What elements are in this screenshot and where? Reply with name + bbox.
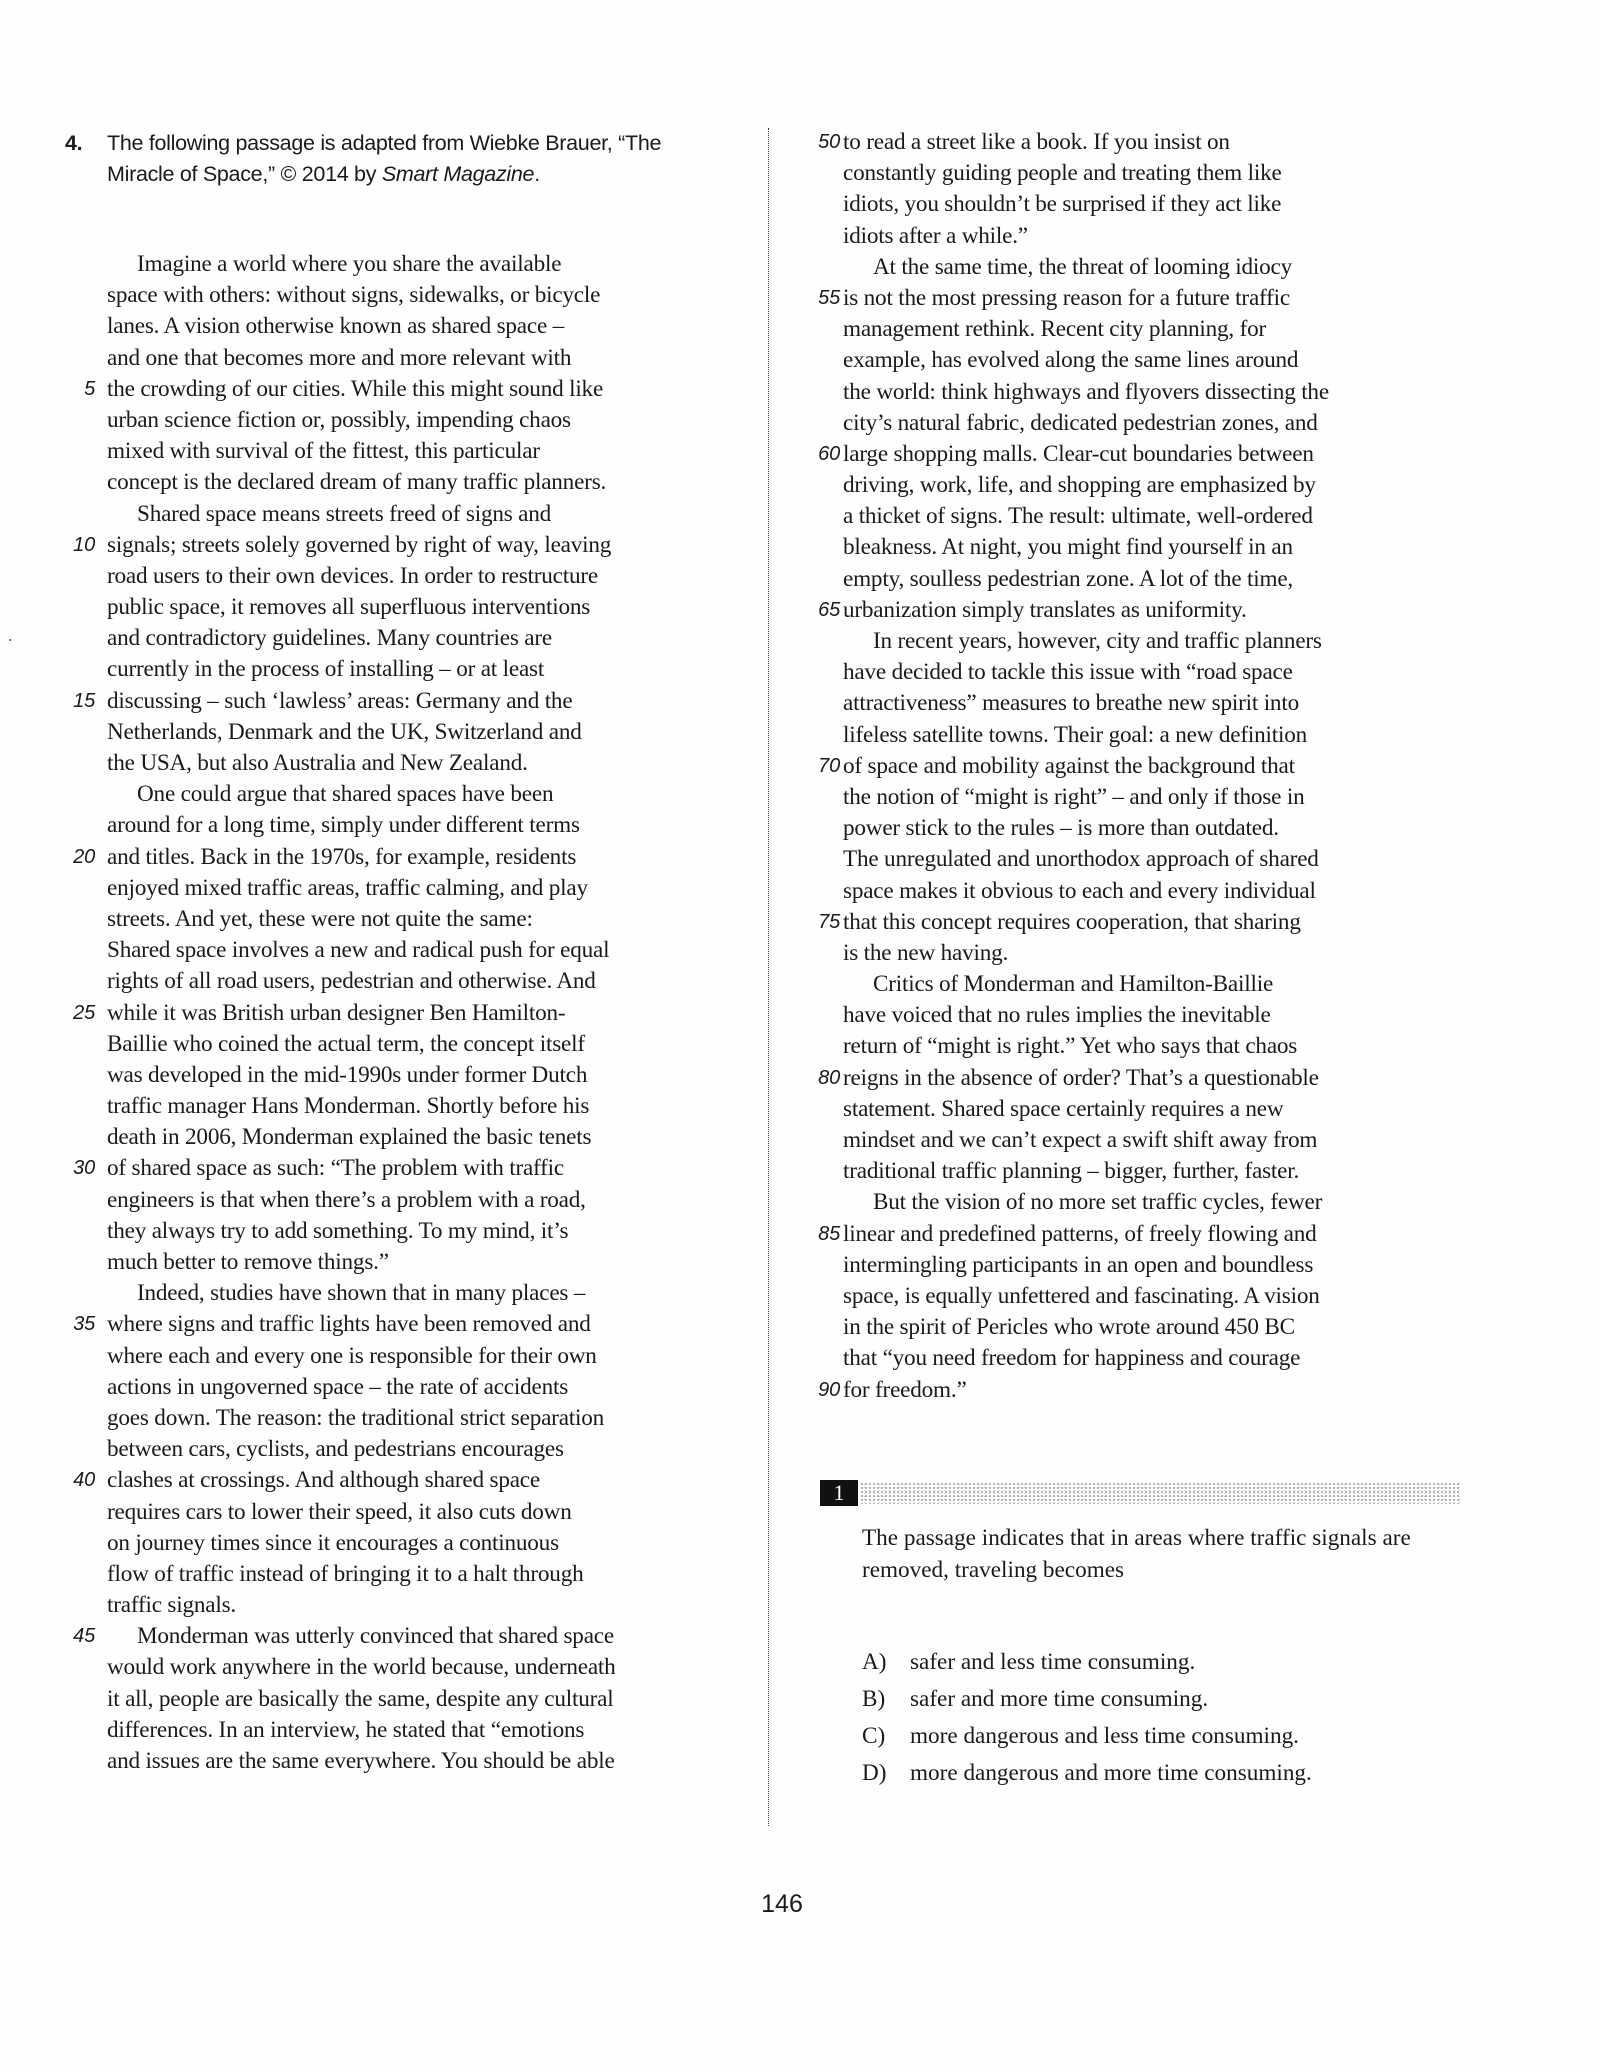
- passage-line: [810, 1312, 1500, 1343]
- line-number: 80: [818, 1066, 840, 1089]
- line-text: goes down. The reason: the traditional strict separation: [107, 1404, 605, 1431]
- passage-line: [810, 1063, 1500, 1094]
- passage-line: [65, 343, 755, 374]
- passage-line: [65, 1278, 755, 1309]
- passage-line: [65, 748, 755, 779]
- line-number: 25: [73, 1001, 95, 1024]
- passage-line: [810, 969, 1500, 1000]
- line-number: 75: [818, 910, 840, 933]
- passage-line: [65, 1497, 755, 1528]
- scan-artifact: [9, 639, 11, 641]
- passage-line: [65, 1216, 755, 1247]
- line-text: reigns in the absence of order? That’s a questionable: [843, 1064, 1319, 1091]
- line-text: for freedom.”: [843, 1376, 967, 1403]
- choice-text: more dangerous and less time consuming.: [910, 1723, 1299, 1749]
- passage-line: [810, 1343, 1500, 1374]
- line-number: 60: [818, 442, 840, 465]
- column-divider: [768, 128, 769, 1826]
- passage-line: [810, 127, 1500, 158]
- passage-line: [810, 345, 1500, 376]
- line-text: In recent years, however, city and traffic planners: [873, 628, 1322, 654]
- passage-line: [65, 1746, 755, 1777]
- line-text: the notion of “might is right” – and only if those in: [843, 783, 1305, 810]
- line-text: of space and mobility against the background that: [843, 752, 1295, 779]
- passage-line: [65, 623, 755, 654]
- line-number: 55: [818, 286, 840, 309]
- passage-line: [810, 408, 1500, 439]
- line-text: attractiveness” measures to breathe new spirit into: [843, 690, 1299, 717]
- line-number: 45: [73, 1625, 95, 1648]
- line-text: driving, work, life, and shopping are emphasized by: [843, 472, 1316, 499]
- passage-line: [65, 280, 755, 311]
- line-text: constantly guiding people and treating them like: [843, 160, 1282, 187]
- line-text: statement. Shared space certainly requires a new: [843, 1095, 1284, 1122]
- passage-source: [107, 128, 725, 189]
- line-text: clashes at crossings. And although shared space: [107, 1467, 540, 1494]
- passage-line: [65, 592, 755, 623]
- passage-line: [810, 876, 1500, 907]
- passage-line: [65, 1122, 755, 1153]
- choice-letter: D): [862, 1760, 887, 1786]
- line-text: One could argue that shared spaces have been: [137, 781, 554, 808]
- line-text: it all, people are basically the same, despite any cultural: [107, 1685, 614, 1712]
- passage-line: [65, 966, 755, 997]
- passage-line: [65, 1247, 755, 1278]
- line-text: urban science fiction or, possibly, impending chaos: [107, 406, 571, 433]
- passage-line: [65, 1403, 755, 1434]
- passage-number: 4.: [65, 131, 83, 155]
- passage-line: [810, 720, 1500, 751]
- line-text: streets. And yet, these were not quite the same:: [107, 905, 533, 932]
- passage-line: [810, 501, 1500, 532]
- line-text: requires cars to lower their speed, it also cuts down: [107, 1498, 572, 1525]
- passage-line: [65, 311, 755, 342]
- answer-choice-b[interactable]: [862, 1681, 1462, 1718]
- line-number: 20: [73, 845, 95, 868]
- answer-choice-a[interactable]: [862, 1644, 1462, 1681]
- line-text: urbanization simply translates as uniformity.: [843, 596, 1247, 623]
- line-text: while it was British urban designer Ben Hamilton-: [107, 999, 566, 1026]
- passage-line: [65, 530, 755, 561]
- line-text: discussing – such ‘lawless’ areas: Germany and the: [107, 687, 573, 714]
- passage-line: [65, 904, 755, 935]
- line-text: the world: think highways and flyovers dissecting the: [843, 378, 1329, 405]
- line-text: city’s natural fabric, dedicated pedestrian zones, and: [843, 409, 1318, 436]
- passage-line: [810, 158, 1500, 189]
- line-text: Imagine a world where you share the available: [137, 251, 562, 277]
- line-text: The unregulated and unorthodox approach of shared: [843, 846, 1319, 873]
- line-text: they always try to add something. To my mind, it’s: [107, 1217, 569, 1244]
- passage-line: [810, 532, 1500, 563]
- passage-line: [65, 1590, 755, 1621]
- line-text: the USA, but also Australia and New Zealand.: [107, 750, 528, 776]
- passage-line: [810, 221, 1500, 252]
- line-text: mindset and we can’t expect a swift shift away from: [843, 1127, 1318, 1153]
- passage-line: [65, 1185, 755, 1216]
- source-publication: Smart Magazine: [381, 161, 535, 186]
- line-text: to read a street like a book. If you insist on: [843, 129, 1230, 155]
- line-text: But the vision of no more set traffic cycles, fewer: [873, 1189, 1323, 1216]
- line-text: the crowding of our cities. While this might sound like: [107, 375, 604, 402]
- passage-line: [65, 467, 755, 498]
- line-text: power stick to the rules – is more than outdated.: [843, 815, 1279, 842]
- passage-line: [810, 1125, 1500, 1156]
- passage-line: [65, 1684, 755, 1715]
- passage-left-column: [65, 249, 755, 1777]
- line-text: engineers is that when there’s a problem with a road,: [107, 1186, 586, 1213]
- line-text: have decided to tackle this issue with “road space: [843, 659, 1293, 686]
- passage-line: [810, 688, 1500, 719]
- line-number: 30: [73, 1157, 95, 1180]
- line-number: 10: [73, 533, 95, 556]
- line-text: is not the most pressing reason for a future traffic: [843, 284, 1290, 311]
- source-suffix: .: [534, 161, 540, 186]
- passage-line: [810, 314, 1500, 345]
- passage-line: [65, 686, 755, 717]
- line-text: Shared space means streets freed of signs and: [137, 500, 552, 527]
- passage-line: [65, 561, 755, 592]
- passage-line: [65, 499, 755, 530]
- line-text: around for a long time, simply under different terms: [107, 812, 580, 839]
- line-text: bleakness. At night, you might find yourself in an: [843, 534, 1293, 561]
- line-text: and contradictory guidelines. Many countries are: [107, 625, 552, 652]
- passage-line: [810, 189, 1500, 220]
- passage-line: [65, 810, 755, 841]
- line-text: and issues are the same everywhere. You should be able: [107, 1748, 615, 1774]
- passage-line: [65, 1621, 755, 1652]
- line-text: space with others: without signs, sidewalks, or bicycle: [107, 282, 601, 309]
- line-text: differences. In an interview, he stated that “emotions: [107, 1716, 585, 1743]
- passage-line: [65, 1559, 755, 1590]
- line-text: Critics of Monderman and Hamilton-Baillie: [873, 971, 1274, 998]
- line-text: would work anywhere in the world because, underneath: [107, 1654, 616, 1681]
- line-text: return of “might is right.” Yet who says that chaos: [843, 1033, 1298, 1060]
- passage-line: [810, 595, 1500, 626]
- passage-line: [810, 1156, 1500, 1187]
- passage-line: [810, 782, 1500, 813]
- passage-line: [810, 844, 1500, 875]
- line-text: in the spirit of Pericles who wrote around 450 BC: [843, 1314, 1295, 1341]
- passage-line: [810, 626, 1500, 657]
- passage-line: [65, 717, 755, 748]
- passage-line: [65, 1465, 755, 1496]
- line-text: traffic manager Hans Monderman. Shortly before his: [107, 1093, 590, 1120]
- passage-intro: [65, 128, 725, 189]
- passage-line: [65, 1528, 755, 1559]
- line-text: much better to remove things.”: [107, 1249, 389, 1275]
- passage-line: [65, 1091, 755, 1122]
- passage-line: [810, 938, 1500, 969]
- passage-line: [65, 1372, 755, 1403]
- question-header: [820, 1480, 1460, 1506]
- line-text: was developed in the mid-1990s under former Dutch: [107, 1061, 588, 1088]
- line-text: flow of traffic instead of bringing it to a halt through: [107, 1560, 584, 1587]
- line-text: and titles. Back in the 1970s, for example, residents: [107, 843, 577, 870]
- line-text: large shopping malls. Clear-cut boundaries between: [843, 440, 1314, 467]
- passage-line: [810, 1000, 1500, 1031]
- line-text: empty, soulless pedestrian zone. A lot of the time,: [843, 565, 1294, 592]
- passage-line: [810, 751, 1500, 782]
- choice-letter: C): [862, 1723, 886, 1749]
- line-text: Shared space involves a new and radical push for equal: [107, 937, 610, 964]
- line-number: 5: [84, 377, 95, 400]
- line-text: traffic signals.: [107, 1592, 237, 1619]
- passage-line: [65, 1715, 755, 1746]
- question-header-bar: [860, 1482, 1460, 1504]
- choice-letter: A): [862, 1649, 887, 1675]
- line-text: death in 2006, Monderman explained the basic tenets: [107, 1124, 592, 1151]
- line-text: road users to their own devices. In order to restructure: [107, 562, 599, 589]
- line-text: intermingling participants in an open and boundless: [843, 1251, 1314, 1278]
- passage-line: [810, 564, 1500, 595]
- passage-line: [810, 439, 1500, 470]
- line-text: Baillie who coined the actual term, the concept itself: [107, 1030, 585, 1057]
- passage-line: [65, 1341, 755, 1372]
- line-text: where signs and traffic lights have been removed and: [107, 1311, 591, 1338]
- line-text: rights of all road users, pedestrian and otherwise. And: [107, 968, 596, 995]
- answer-choices: [862, 1644, 1462, 1792]
- passage-line: [65, 1309, 755, 1340]
- line-text: signals; streets solely governed by right of way, leaving: [107, 531, 612, 558]
- question-number-badge: 1: [820, 1480, 858, 1506]
- line-number: 85: [818, 1222, 840, 1245]
- line-text: of shared space as such: “The problem with traffic: [107, 1155, 565, 1182]
- line-text: between cars, cyclists, and pedestrians encourages: [107, 1436, 564, 1463]
- line-text: concept is the declared dream of many traffic planners.: [107, 469, 607, 496]
- passage-line: [810, 1094, 1500, 1125]
- line-text: space, is equally unfettered and fascinating. A vision: [843, 1282, 1320, 1309]
- source-text: The following passage is adapted from Wiebke Brauer, “The Miracle of Space,” © 2014 by: [107, 131, 662, 186]
- passage-line: [810, 470, 1500, 501]
- line-number: 35: [73, 1313, 95, 1336]
- passage-line: [65, 1029, 755, 1060]
- answer-choice-c[interactable]: [862, 1718, 1462, 1755]
- passage-line: [810, 1250, 1500, 1281]
- line-text: space makes it obvious to each and every individual: [843, 877, 1316, 904]
- line-text: mixed with survival of the fittest, this particular: [107, 438, 540, 465]
- line-number: 40: [73, 1469, 95, 1492]
- passage-line: [810, 907, 1500, 938]
- passage-line: [810, 283, 1500, 314]
- line-text: lifeless satellite towns. Their goal: a new definition: [843, 721, 1308, 748]
- passage-line: [810, 252, 1500, 283]
- line-text: At the same time, the threat of looming idiocy: [873, 253, 1293, 280]
- passage-line: [65, 405, 755, 436]
- line-text: and one that becomes more and more relevant with: [107, 344, 572, 371]
- line-text: traditional traffic planning – bigger, further, faster.: [843, 1158, 1300, 1185]
- line-text: that this concept requires cooperation, that sharing: [843, 908, 1301, 935]
- passage-line: [810, 1187, 1500, 1218]
- passage-line: [65, 1434, 755, 1465]
- choice-text: safer and less time consuming.: [910, 1649, 1196, 1675]
- line-text: example, has evolved along the same lines around: [843, 347, 1299, 374]
- passage-line: [810, 1281, 1500, 1312]
- passage-line: [65, 779, 755, 810]
- passage-line: [810, 1375, 1500, 1406]
- passage-line: [65, 436, 755, 467]
- choice-text: safer and more time consuming.: [910, 1686, 1209, 1712]
- passage-right-column: [810, 127, 1500, 1406]
- line-text: idiots, you shouldn’t be surprised if they act like: [843, 191, 1282, 218]
- line-number: 50: [818, 131, 840, 153]
- line-text: actions in ungoverned space – the rate of accidents: [107, 1373, 569, 1400]
- passage-line: [810, 657, 1500, 688]
- passage-line: [65, 1153, 755, 1184]
- choice-text: more dangerous and more time consuming.: [910, 1760, 1312, 1786]
- line-text: have voiced that no rules implies the inevitable: [843, 1002, 1271, 1029]
- line-text: currently in the process of installing – or at least: [107, 656, 545, 683]
- passage-line: [65, 1652, 755, 1683]
- passage-line: [65, 998, 755, 1029]
- line-text: Monderman was utterly convinced that shared space: [137, 1623, 614, 1650]
- choice-letter: B): [862, 1686, 886, 1712]
- line-text: where each and every one is responsible for their own: [107, 1342, 597, 1369]
- line-text: lanes. A vision otherwise known as shared space –: [107, 313, 565, 340]
- passage-line: [65, 654, 755, 685]
- passage-line: [810, 377, 1500, 408]
- line-text: public space, it removes all superfluous interventions: [107, 594, 591, 621]
- passage-line: [65, 842, 755, 873]
- passage-line: [810, 1031, 1500, 1062]
- line-text: that “you need freedom for happiness and courage: [843, 1345, 1301, 1372]
- line-text: enjoyed mixed traffic areas, traffic calming, and play: [107, 874, 588, 901]
- line-text: on journey times since it encourages a continuous: [107, 1529, 559, 1556]
- line-text: management rethink. Recent city planning, for: [843, 316, 1267, 343]
- line-text: linear and predefined patterns, of freely flowing and: [843, 1220, 1317, 1247]
- passage-line: [810, 1219, 1500, 1250]
- question-prompt: The passage indicates that in areas where traffic signals are removed, traveling becomes: [862, 1525, 1411, 1583]
- line-text: is the new having.: [843, 939, 1009, 966]
- line-number: 65: [818, 598, 840, 621]
- line-text: a thicket of signs. The result: ultimate, well-ordered: [843, 503, 1313, 530]
- passage-line: [65, 1060, 755, 1091]
- line-text: idiots after a while.”: [843, 222, 1028, 249]
- passage-line: [810, 813, 1500, 844]
- line-number: 90: [818, 1378, 840, 1401]
- line-text: Indeed, studies have shown that in many places –: [137, 1280, 586, 1307]
- passage-line: [65, 249, 755, 280]
- passage-line: [65, 935, 755, 966]
- line-number: 70: [818, 754, 840, 777]
- passage-line: [65, 873, 755, 904]
- passage-line: [65, 374, 755, 405]
- page-number: 146: [761, 1890, 803, 1918]
- answer-choice-d[interactable]: [862, 1755, 1462, 1792]
- line-number: 15: [73, 689, 95, 712]
- line-text: Netherlands, Denmark and the UK, Switzerland and: [107, 718, 582, 745]
